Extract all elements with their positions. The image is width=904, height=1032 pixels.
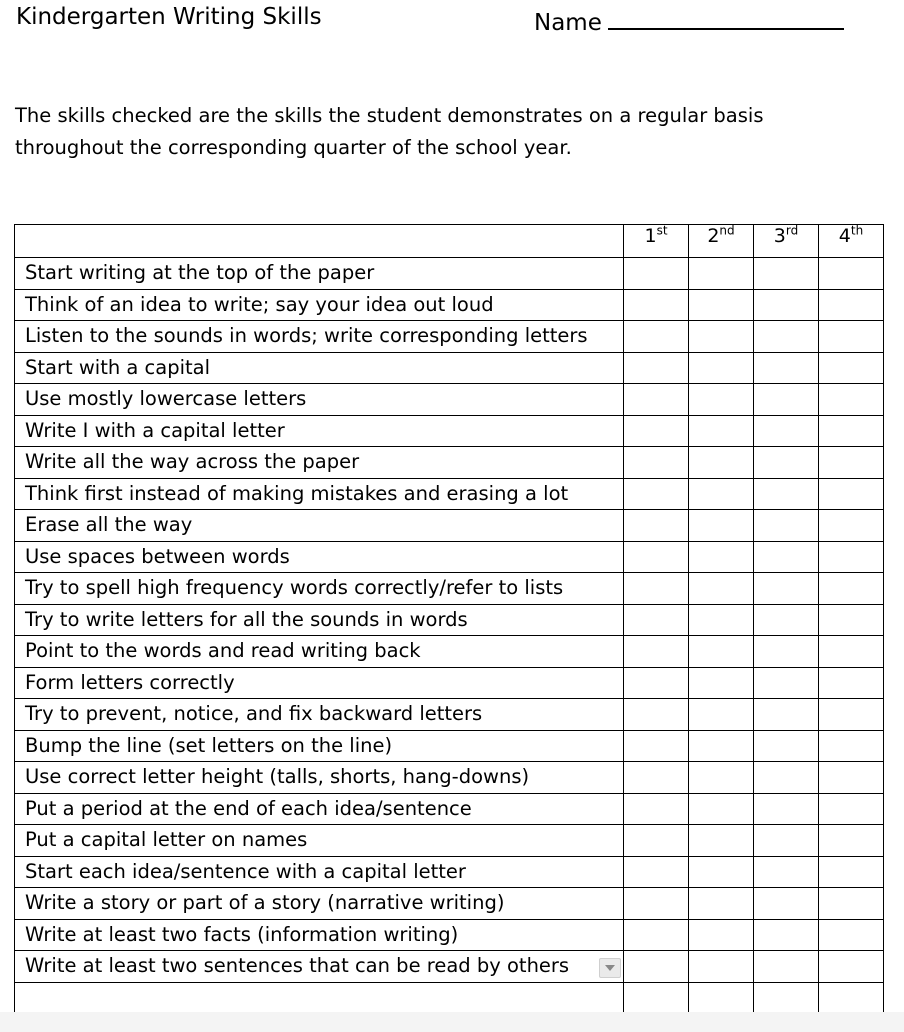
check-cell-q4[interactable] <box>819 321 884 353</box>
skill-text: Write at least two facts (information writing) <box>25 922 459 946</box>
check-cell-q4[interactable] <box>819 510 884 542</box>
skill-text: Write a story or part of a story (narrative writing) <box>25 891 505 915</box>
quarter-number: 1 <box>644 225 657 247</box>
check-cell-q3[interactable] <box>754 415 819 447</box>
table-row <box>15 825 884 857</box>
quarter-header-4 <box>819 225 884 258</box>
table-row <box>15 478 884 510</box>
skill-cell <box>15 447 624 479</box>
check-cell-q3[interactable] <box>754 447 819 479</box>
check-cell-q2[interactable] <box>689 667 754 699</box>
check-cell-q3[interactable] <box>754 730 819 762</box>
check-cell-q4[interactable] <box>819 951 884 983</box>
check-cell-q2[interactable] <box>689 951 754 983</box>
skill-cell <box>15 478 624 510</box>
skill-cell <box>15 636 624 668</box>
check-cell-q3[interactable] <box>754 825 819 857</box>
check-cell-q2[interactable] <box>689 415 754 447</box>
table-row <box>15 636 884 668</box>
check-cell-q4[interactable] <box>819 415 884 447</box>
check-cell-q4[interactable] <box>819 636 884 668</box>
skills-table <box>14 224 884 1014</box>
table-row <box>15 510 884 542</box>
quarter-suffix: th <box>850 223 864 238</box>
check-cell-q1[interactable] <box>624 636 689 668</box>
skill-text: Bump the line (set letters on the line) <box>25 733 393 757</box>
check-cell-q4[interactable] <box>819 478 884 510</box>
check-cell-q4[interactable] <box>819 447 884 479</box>
skill-text: Point to the words and read writing back <box>25 639 421 663</box>
skill-text: Think of an idea to write; say your idea out loud <box>25 292 494 316</box>
check-cell-q4[interactable] <box>819 793 884 825</box>
check-cell-q1[interactable] <box>624 573 689 605</box>
skill-text: Start each idea/sentence with a capital letter <box>25 859 466 883</box>
check-cell-q3[interactable] <box>754 667 819 699</box>
check-cell-q2[interactable] <box>689 856 754 888</box>
quarter-header-3 <box>754 225 819 258</box>
check-cell-q2[interactable] <box>689 447 754 479</box>
check-cell-q3[interactable] <box>754 951 819 983</box>
quarter-number: 4 <box>838 225 851 247</box>
table-row <box>15 856 884 888</box>
check-cell-q2[interactable] <box>689 888 754 920</box>
check-cell-q2[interactable] <box>689 636 754 668</box>
skill-cell <box>15 289 624 321</box>
name-field <box>534 4 844 36</box>
check-cell-q3[interactable] <box>754 541 819 573</box>
table-row <box>15 384 884 416</box>
skill-text: Try to prevent, notice, and fix backward letters <box>25 702 483 726</box>
check-cell-q1[interactable] <box>624 856 689 888</box>
check-cell-q1[interactable] <box>624 762 689 794</box>
check-cell-q4[interactable] <box>819 730 884 762</box>
skill-text: Try to write letters for all the sounds in words <box>25 607 468 631</box>
check-cell-q4[interactable] <box>819 982 884 1014</box>
check-cell-q4[interactable] <box>819 667 884 699</box>
skill-cell <box>15 699 624 731</box>
check-cell-q1[interactable] <box>624 919 689 951</box>
skill-text: Erase all the way <box>25 513 193 537</box>
skill-cell <box>15 321 624 353</box>
check-cell-q1[interactable] <box>624 604 689 636</box>
skill-cell <box>15 604 624 636</box>
table-row <box>15 415 884 447</box>
check-cell-q2[interactable] <box>689 730 754 762</box>
skill-cell <box>15 258 624 290</box>
check-cell-q1[interactable] <box>624 352 689 384</box>
check-cell-q1[interactable] <box>624 888 689 920</box>
check-cell-q3[interactable] <box>754 321 819 353</box>
check-cell-q3[interactable] <box>754 573 819 605</box>
skill-cell <box>15 415 624 447</box>
quarter-header-2 <box>689 225 754 258</box>
skill-cell <box>15 510 624 542</box>
table-row <box>15 258 884 290</box>
check-cell-q2[interactable] <box>689 510 754 542</box>
check-cell-q4[interactable] <box>819 762 884 794</box>
check-cell-q3[interactable] <box>754 919 819 951</box>
check-cell-q3[interactable] <box>754 258 819 290</box>
skill-cell <box>15 982 624 1014</box>
table-row <box>15 541 884 573</box>
dropdown-arrow-icon[interactable] <box>599 958 621 978</box>
skill-cell <box>15 762 624 794</box>
table-row <box>15 919 884 951</box>
table-row <box>15 667 884 699</box>
skill-cell <box>15 825 624 857</box>
check-cell-q4[interactable] <box>819 541 884 573</box>
skill-cell <box>15 919 624 951</box>
page-header <box>16 2 896 36</box>
table-row <box>15 321 884 353</box>
check-cell-q4[interactable] <box>819 573 884 605</box>
skill-text: Use correct letter height (talls, shorts, hang-downs) <box>25 765 530 789</box>
skill-text: Start with a capital <box>25 355 211 379</box>
table-row <box>15 888 884 920</box>
page-title: Kindergarten Writing Skills <box>16 4 322 30</box>
quarter-number: 3 <box>773 225 786 247</box>
check-cell-q3[interactable] <box>754 384 819 416</box>
table-row <box>15 289 884 321</box>
check-cell-q3[interactable] <box>754 352 819 384</box>
check-cell-q2[interactable] <box>689 793 754 825</box>
skill-text: Use spaces between words <box>25 544 290 568</box>
skill-cell <box>15 667 624 699</box>
check-cell-q3[interactable] <box>754 856 819 888</box>
check-cell-q3[interactable] <box>754 604 819 636</box>
table-row <box>15 982 884 1014</box>
check-cell-q3[interactable] <box>754 636 819 668</box>
table-row <box>15 352 884 384</box>
header-blank-cell <box>15 225 624 258</box>
check-cell-q1[interactable] <box>624 825 689 857</box>
skill-text: Try to spell high frequency words correctly/refer to lists <box>25 576 564 600</box>
check-cell-q3[interactable] <box>754 793 819 825</box>
quarter-suffix: st <box>656 223 668 238</box>
check-cell-q1[interactable] <box>624 258 689 290</box>
check-cell-q1[interactable] <box>624 667 689 699</box>
check-cell-q4[interactable] <box>819 856 884 888</box>
check-cell-q3[interactable] <box>754 762 819 794</box>
check-cell-q3[interactable] <box>754 699 819 731</box>
table-row <box>15 762 884 794</box>
check-cell-q1[interactable] <box>624 541 689 573</box>
check-cell-q4[interactable] <box>819 258 884 290</box>
check-cell-q3[interactable] <box>754 888 819 920</box>
skill-cell <box>15 951 624 983</box>
skill-text: Use mostly lowercase letters <box>25 387 307 411</box>
skill-cell <box>15 730 624 762</box>
skill-cell <box>15 888 624 920</box>
check-cell-q2[interactable] <box>689 573 754 605</box>
check-cell-q1[interactable] <box>624 730 689 762</box>
check-cell-q1[interactable] <box>624 982 689 1014</box>
table-row <box>15 793 884 825</box>
skill-cell <box>15 352 624 384</box>
skill-text: Write at least two sentences that can be read by others <box>25 954 570 978</box>
skill-text: Form letters correctly <box>25 670 235 694</box>
check-cell-q2[interactable] <box>689 258 754 290</box>
quarter-suffix: rd <box>785 223 799 238</box>
check-cell-q2[interactable] <box>689 321 754 353</box>
skill-cell <box>15 856 624 888</box>
skill-text: Write I with a capital letter <box>25 418 285 442</box>
table-row <box>15 447 884 479</box>
name-blank-line[interactable] <box>608 4 844 30</box>
table-row <box>15 573 884 605</box>
check-cell-q4[interactable] <box>819 888 884 920</box>
skill-text: Put a period at the end of each idea/sentence <box>25 796 472 820</box>
check-cell-q2[interactable] <box>689 982 754 1014</box>
check-cell-q3[interactable] <box>754 289 819 321</box>
check-cell-q2[interactable] <box>689 604 754 636</box>
quarter-suffix: nd <box>719 223 735 238</box>
check-cell-q1[interactable] <box>624 793 689 825</box>
check-cell-q2[interactable] <box>689 762 754 794</box>
check-cell-q2[interactable] <box>689 478 754 510</box>
quarter-number: 2 <box>707 225 720 247</box>
check-cell-q1[interactable] <box>624 415 689 447</box>
check-cell-q2[interactable] <box>689 541 754 573</box>
table-row <box>15 604 884 636</box>
skill-cell <box>15 541 624 573</box>
check-cell-q1[interactable] <box>624 951 689 983</box>
table-row <box>15 699 884 731</box>
check-cell-q1[interactable] <box>624 699 689 731</box>
check-cell-q1[interactable] <box>624 478 689 510</box>
intro-line-2: throughout the corresponding quarter of the school year. <box>15 136 572 159</box>
check-cell-q1[interactable] <box>624 321 689 353</box>
check-cell-q2[interactable] <box>689 289 754 321</box>
skill-cell <box>15 793 624 825</box>
skill-text: Write all the way across the paper <box>25 450 360 474</box>
check-cell-q1[interactable] <box>624 447 689 479</box>
check-cell-q4[interactable] <box>819 919 884 951</box>
skill-text: Listen to the sounds in words; write corresponding letters <box>25 324 588 348</box>
check-cell-q3[interactable] <box>754 510 819 542</box>
skill-cell <box>15 384 624 416</box>
skill-text: Start writing at the top of the paper <box>25 261 375 285</box>
table-row <box>15 951 884 983</box>
check-cell-q4[interactable] <box>819 699 884 731</box>
check-cell-q2[interactable] <box>689 699 754 731</box>
page-bottom-band <box>0 1012 904 1032</box>
table-row <box>15 730 884 762</box>
check-cell-q2[interactable] <box>689 384 754 416</box>
check-cell-q4[interactable] <box>819 384 884 416</box>
name-label: Name <box>534 10 602 36</box>
intro-paragraph <box>15 100 875 164</box>
check-cell-q3[interactable] <box>754 982 819 1014</box>
check-cell-q2[interactable] <box>689 825 754 857</box>
check-cell-q2[interactable] <box>689 919 754 951</box>
check-cell-q1[interactable] <box>624 510 689 542</box>
check-cell-q1[interactable] <box>624 384 689 416</box>
check-cell-q3[interactable] <box>754 478 819 510</box>
intro-line-1: The skills checked are the skills the student demonstrates on a regular basis <box>15 104 764 127</box>
check-cell-q4[interactable] <box>819 604 884 636</box>
check-cell-q1[interactable] <box>624 289 689 321</box>
check-cell-q4[interactable] <box>819 352 884 384</box>
skill-text: Think first instead of making mistakes and erasing a lot <box>25 481 569 505</box>
skill-text: Put a capital letter on names <box>25 828 308 852</box>
table-header-row <box>15 225 884 258</box>
skill-cell <box>15 573 624 605</box>
check-cell-q2[interactable] <box>689 352 754 384</box>
check-cell-q4[interactable] <box>819 825 884 857</box>
check-cell-q4[interactable] <box>819 289 884 321</box>
quarter-header-1 <box>624 225 689 258</box>
